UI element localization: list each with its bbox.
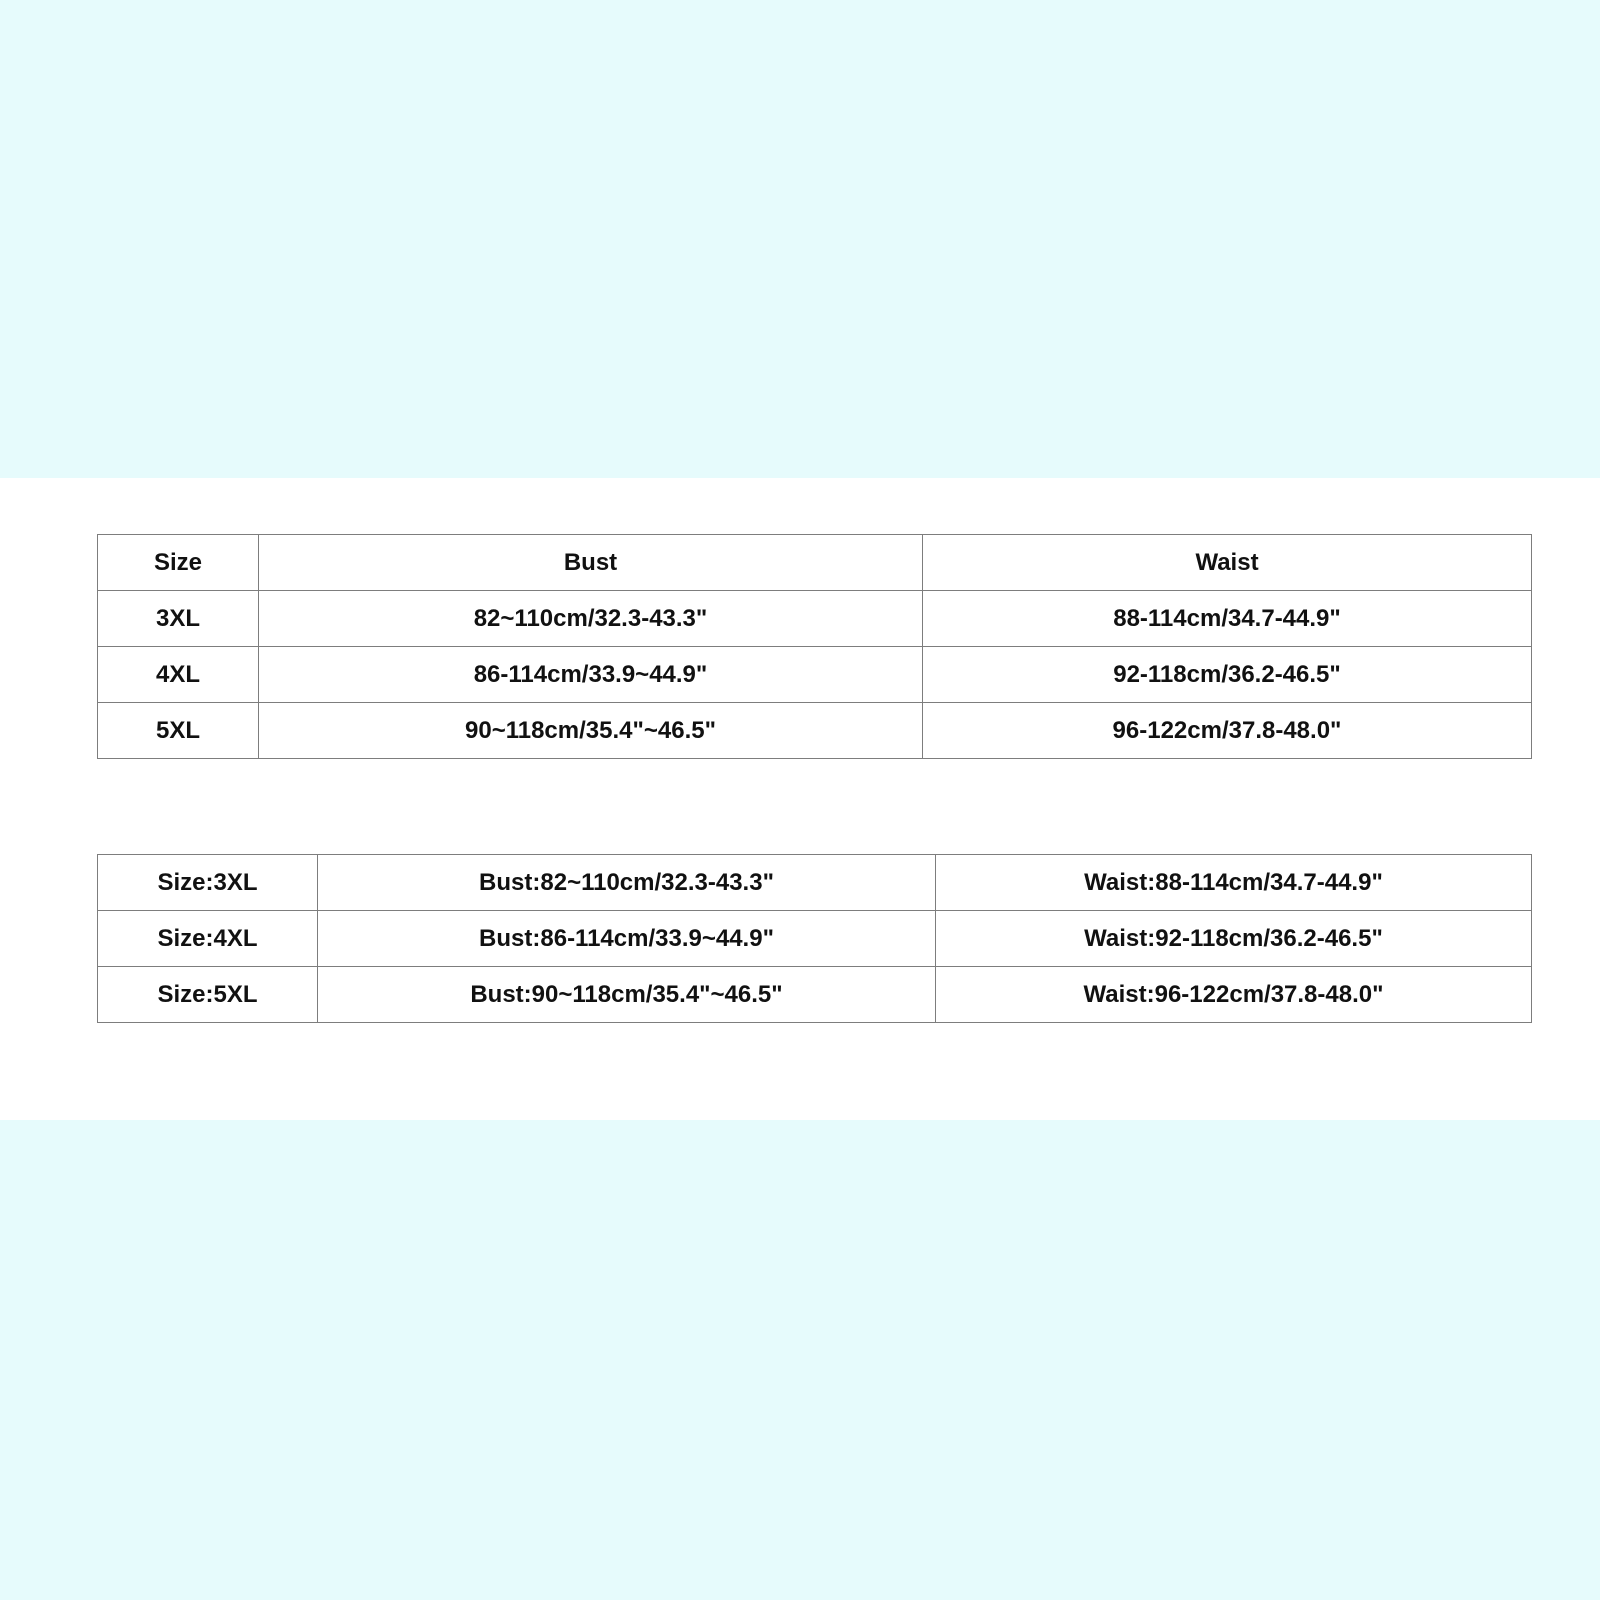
size-cell: Size:3XL <box>98 855 318 911</box>
table-row <box>98 647 1532 703</box>
size-chart-table <box>97 534 1532 759</box>
size-cell: Size:5XL <box>98 967 318 1023</box>
size-cell: 4XL <box>98 647 259 703</box>
table-row <box>98 967 1532 1023</box>
header-waist: Waist <box>923 535 1532 591</box>
header-size: Size <box>98 535 259 591</box>
bust-cell: Bust:90~118cm/35.4"~46.5" <box>318 967 936 1023</box>
bust-cell: 86-114cm/33.9~44.9" <box>259 647 923 703</box>
waist-cell: 88-114cm/34.7-44.9" <box>923 591 1532 647</box>
waist-cell: Waist:96-122cm/37.8-48.0" <box>936 967 1532 1023</box>
table-row <box>98 591 1532 647</box>
waist-cell: Waist:88-114cm/34.7-44.9" <box>936 855 1532 911</box>
waist-cell: Waist:92-118cm/36.2-46.5" <box>936 911 1532 967</box>
table-header-row <box>98 535 1532 591</box>
bust-cell: 90~118cm/35.4"~46.5" <box>259 703 923 759</box>
bust-cell: Bust:82~110cm/32.3-43.3" <box>318 855 936 911</box>
size-cell: 5XL <box>98 703 259 759</box>
header-bust: Bust <box>259 535 923 591</box>
bust-cell: 82~110cm/32.3-43.3" <box>259 591 923 647</box>
waist-cell: 96-122cm/37.8-48.0" <box>923 703 1532 759</box>
size-cell: 3XL <box>98 591 259 647</box>
size-cell: Size:4XL <box>98 911 318 967</box>
table-row <box>98 911 1532 967</box>
waist-cell: 92-118cm/36.2-46.5" <box>923 647 1532 703</box>
bust-cell: Bust:86-114cm/33.9~44.9" <box>318 911 936 967</box>
table-row <box>98 703 1532 759</box>
labeled-size-table <box>97 854 1532 1023</box>
table-row <box>98 855 1532 911</box>
